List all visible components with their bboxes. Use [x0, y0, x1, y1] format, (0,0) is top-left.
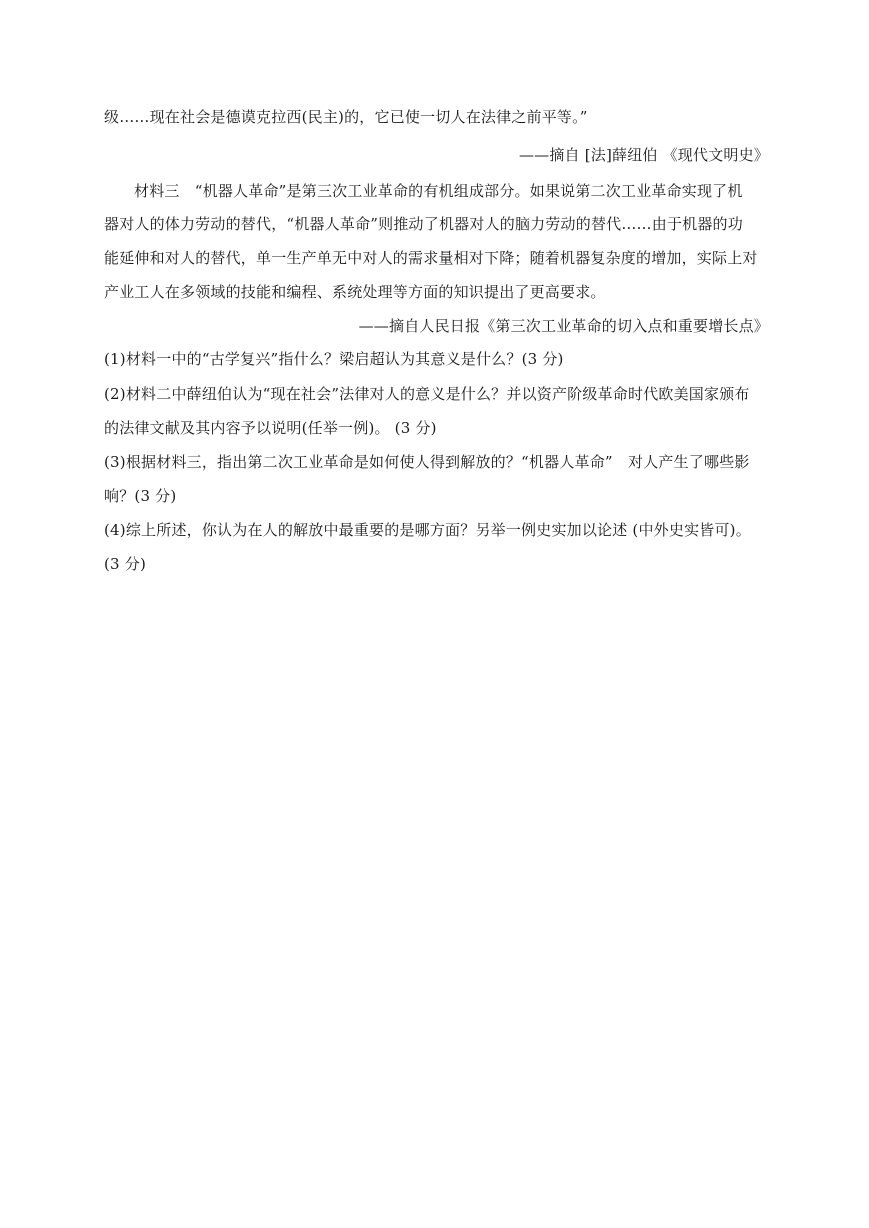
material-three-line: 能延伸和对人的替代，单一生产单无中对人的需求量相对下降；随着机器复杂度的增加，实际上对 — [104, 249, 758, 267]
material-three-line: 器对人的体力劳动的替代，“机器人革命”则推动了机器对人的脑力劳动的替代……由于机器的功 — [104, 215, 743, 233]
question-2-line-1: (2)材料二中薛纽伯认为“现在社会”法律对人的意义是什么？并以资产阶级革命时代欧美国家颁布 — [104, 385, 750, 403]
question-2-line-2: 的法律文献及其内容予以说明(任举一例)。 (3 分) — [104, 419, 437, 437]
material-three-line: 产业工人在多领域的技能和编程、系统处理等方面的知识提出了更高要求。 — [104, 283, 606, 301]
question-3-line-1: (3)根据材料三，指出第二次工业革命是如何使人得到解放的？“机器人革命” 对人产生了哪些影 — [104, 453, 750, 471]
material-two-tail: 级……现在社会是德谟克拉西(民主)的，它已使一切人在法律之前平等。” — [104, 108, 588, 126]
question-4-line-1: (4)综上所述，你认为在人的解放中最重要的是哪方面？另举一例史实加以论述 (中外史实皆可)。 — [104, 521, 751, 539]
material-three-line: 材料三 “机器人革命”是第三次工业革命的有机组成部分。如果说第二次工业革命实现了机 — [134, 182, 743, 200]
question-4-line-2: (3 分) — [104, 555, 147, 573]
material-two-source: ——摘自 [法]薛纽伯 《现代文明史》 — [518, 146, 769, 164]
question-1: (1)材料一中的“古学复兴”指什么？梁启超认为其意义是什么？(3 分) — [104, 350, 564, 368]
question-3-line-2: 响？(3 分) — [104, 487, 177, 505]
material-three-source: ——摘自人民日报《第三次工业革命的切入点和重要增长点》 — [358, 317, 769, 335]
